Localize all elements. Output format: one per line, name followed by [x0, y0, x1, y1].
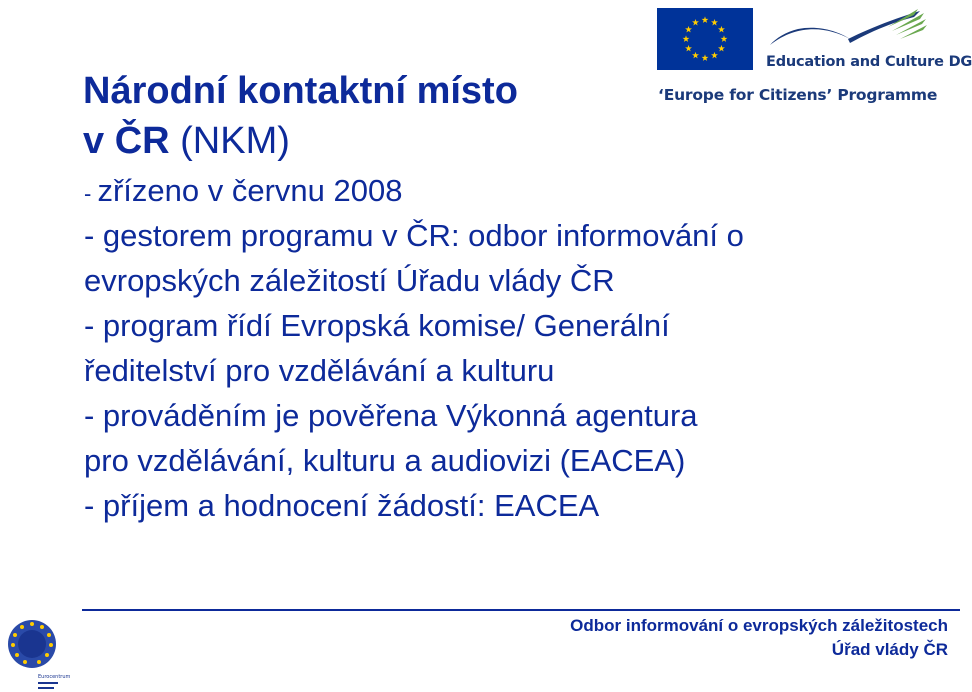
title-line-2 — [83, 116, 518, 166]
title-line-1: Národní kontaktní místo — [83, 70, 518, 112]
title-line-2-rest: (NKM) — [169, 120, 290, 162]
title-line-2-bold: v ČR — [83, 120, 170, 162]
body-line: pro vzdělávání, kulturu a audiovizi (EACEA) — [84, 443, 686, 478]
eurocentrum-logo-icon — [4, 608, 71, 692]
body-line: ředitelství pro vzdělávání a kulturu — [84, 353, 555, 388]
footer-line-2: Úřad vlády ČR — [831, 640, 948, 659]
body-text — [84, 168, 744, 528]
body-line: - příjem a hodnocení žádostí: EACEA — [84, 488, 600, 523]
body-line: - prováděním je pověřena Výkonná agentura — [84, 398, 698, 433]
footer-text — [570, 614, 948, 662]
body-line-1-dash: - — [84, 181, 98, 206]
eurocentrum-logo-caption: Eurocentrum — [38, 674, 71, 680]
footer-line-1: Odbor informování o evropských záležitostech — [570, 616, 948, 635]
education-culture-logo-icon — [768, 5, 928, 55]
programme-label: ‘Europe for Citizens’ Programme — [658, 86, 938, 104]
body-line: - program řídí Evropská komise/ Generální — [84, 308, 670, 343]
page-title — [83, 66, 518, 166]
dg-label: Education and Culture DG — [766, 54, 972, 70]
eu-flag-icon — [657, 8, 753, 70]
body-line-1 — [84, 168, 744, 213]
body-line-1-text: zřízeno v červnu 2008 — [97, 173, 403, 208]
body-line: - gestorem programu v ČR: odbor informování o — [84, 218, 744, 253]
body-line: evropských záležitostí Úřadu vlády ČR — [84, 263, 615, 298]
footer-divider — [82, 609, 960, 611]
